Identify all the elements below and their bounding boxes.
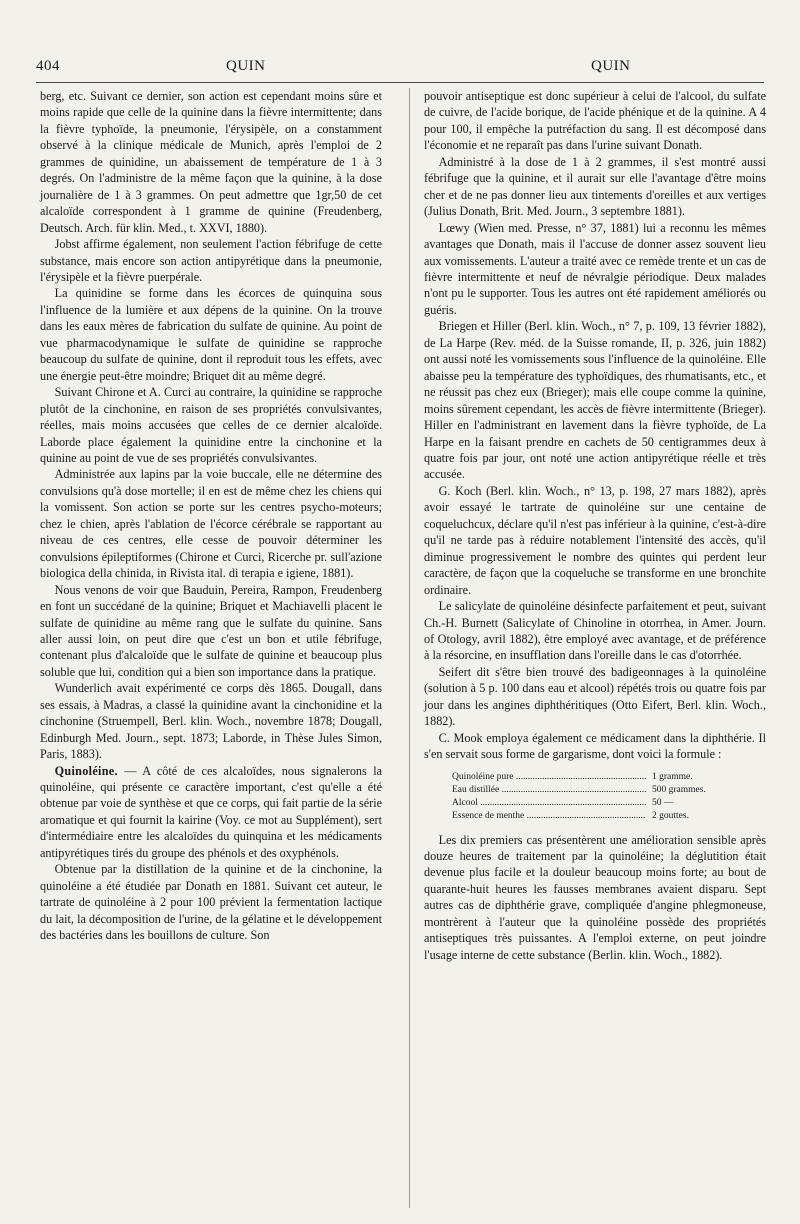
ingredient-quantity: 50 — [652, 797, 674, 808]
paragraph: Obtenue par la distillation de la quinine et de la cinchonine, la quinoléine a été étudiée par Donath en 1881. Suivant cet auteur, le tartrate de quinoléine à 2 pour 100 prévient la fermentation lactique du lait, la décomposition de l'urine, de la gélatine et le développement des bactéries dans les bouillons de culture. Son [40, 862, 382, 943]
left-column [40, 88, 382, 944]
paragraph: Jobst affirme également, non seulement l'action fébrifuge de cette substance, mais encore son action antipyrétique dans la pneumonie, l'érysipèle et la fièvre puerpérale. [40, 237, 382, 284]
column-divider [409, 88, 410, 1208]
entry-paragraph [40, 763, 382, 862]
paragraph: Lœwy (Wien med. Presse, n° 37, 1881) lui a reconnu les mêmes avantages que Donath, mais il l'accuse de donner assez souvent lieu aux vomissements. L'auteur a traité avec ce remède trente et un cas de fièvre intermittente et neuf de névralgie périodique. Deux malades n'ont pu le supporter. Tous les autres ont été rapidement améliorés ou guéris. [424, 220, 766, 317]
paragraph: La quinidine se forme dans les écorces de quinquina sous l'influence de la lumière et aux dépens de la quinine. On la trouve dans les eaux mères de fabrication du sulfate de quinine. Au point de vue pharmacodynamique le sulfate de quinidine se rapproche beaucoup du sulfate de quinine, dont il reproduit tous les effets, avec une énergie peut-être moindre; Briquet dit au même degré. [40, 286, 382, 383]
formula-row [452, 810, 748, 823]
ingredient-name: Alcool ..... [452, 797, 646, 810]
ingredient-name: Eau distillée ..... [452, 784, 646, 797]
left-running-title: QUIN [226, 58, 266, 74]
ingredient-name: Essence de menthe ..... [452, 810, 646, 823]
ingredient-name: Quinoléine pure ..... [452, 771, 646, 784]
entry-text: — A côté de ces alcaloïdes, nous signalerons la quinoléine, qui présente ce caractère important, c'est qu'elle a été obtenue par voie de synthèse et que ce corps, qui fait partie de la série aromatique et qui fournit la kairine (Voy. ce mot au Supplément), sert d'intermédiaire entre les alcaloïdes du quinquina et les médicaments antipyrétiques tirés du groupe des phénols et des oxyphénols. [40, 763, 382, 860]
right-column [424, 88, 766, 963]
entry-term: Quinoléine. [54, 763, 118, 778]
paragraph: Wunderlich avait expérimenté ce corps dès 1865. Dougall, dans ses essais, à Madras, a classé la quinidine avant la cinchonidine et la cinchonine (Struempell, Berl. klin. Woch., novembre 1878; Dougall, Edinburgh Med. Journ., sept. 1873; Laborde, in Thèse Jules Simon, Paris, 1883). [40, 681, 382, 762]
paragraph: G. Koch (Berl. klin. Woch., n° 13, p. 198, 27 mars 1882), après avoir essayé le tartrate de quinoléine sur une centaine de coqueluchcux, déclare qu'il n'est pas inférieur à la quinine, c'est-à-dire qu'il ne tarde pas à réduire notablement l'intensité des accès, qu'il diminue progressivement le nombre des quintes qui perdent leur caractère, de façon que la coqueluche se transforme en une bronchite ordinaire. [424, 483, 766, 597]
ingredient-quantity: 500 grammes. [652, 784, 706, 795]
paragraph: Seifert dit s'être bien trouvé des badigeonnages à la quinoléine (solution à 5 p. 100 dans eau et alcool) répétés trois ou quatre fois par jour dans les angines diphthéritiques (Otto Eifert, Berl. klin. Woch., 1882). [424, 664, 766, 729]
paragraph: C. Mook employa également ce médicament dans la diphthérie. Il s'en servait sous forme de gargarisme, dont voici la formule : [424, 730, 766, 762]
formula-table [452, 771, 748, 823]
paragraph: Nous venons de voir que Bauduin, Pereira, Rampon, Freudenberg en font un succédané de la quinine; Briquet et Machiavelli placent le sulfate de quinidine au même rang que le sulfate du quinine. Sans aller aussi loin, on peut dire que c'est un bon et utile fébrifuge, contenant plus d'alcaloïde que le sulfate de quinine et beaucoup plus soluble que lui, condition qui a bien son importance dans la pratique. [40, 582, 382, 679]
right-running-title: QUIN [591, 58, 631, 74]
paragraph: Administrée aux lapins par la voie buccale, elle ne détermine des convulsions qu'à dose mortelle; il en est de même chez les chiens qui la vomissent. Son action se porte sur les centres psycho-moteurs; chez le chien, après l'ablation de l'écorce cérébrale se rapportant au niveau de ces centres, elle cesse de pouvoir déterminer les convulsions épileptiformes (Chirone et Curci, Ricerche pr. sull'azione biologica della chinida, in Rivista ital. di terapia e igiene, 1881). [40, 467, 382, 581]
paragraph: Briegen et Hiller (Berl. klin. Woch., n° 7, p. 109, 13 février 1882), de La Harpe (Rev. méd. de la Suisse romande, II, p. 326, juin 1882) ont aussi noté les vomissements sous l'influence de la quinoléine. Elle abaisse peu la température des typhoïdiques, des rhumatisants, etc., et ne réussit pas chez eux (Brieger); mais elle coupe comme la quinine, moins sûrement cependant, les accès de fièvre intermittente (Brieger). Hiller en l'administrant en lavement dans la fièvre typhoïde, de La Harpe en la faisant prendre en cachets de 50 centigrammes deux à quatre fois par jour, ont noté une action antipyrétique réelle et très accusée. [424, 319, 766, 482]
paragraph: Le salicylate de quinoléine désinfecte parfaitement et peut, suivant Ch.-H. Burnett (Salicylate of Chinoline in otorrhea, in Amer. Journ. of Otology, avril 1882), être employé avec avantage, et de préférence à la résorcine, en insufflation dans l'oreille dans le cas d'otorrhée. [424, 599, 766, 663]
paragraph: Administré à la dose de 1 à 2 grammes, il s'est montré aussi fébrifuge que la quinine, et il aurait sur elle l'avantage d'être moins cher et de ne pas donner lieu aux tintements d'oreilles et aux vertiges (Julius Donath, Brit. Med. Journ., 3 septembre 1881). [424, 154, 766, 219]
ingredient-quantity: 2 gouttes. [652, 810, 689, 821]
formula-row [452, 771, 748, 784]
paragraph: Les dix premiers cas présentèrent une amélioration sensible après douze heures de traitement par la quinoléine; la déglutition était devenue plus facile et la douleur beaucoup moins forte; au bout de quarante-huit heures les fausses membranes avaient disparu. Sept autres cas de diphthérie grave, compliquée d'angine phlegmoneuse, montrèrent à l'auteur que la quinoléine possède des propriétés antiseptiques très puissantes. A l'emploi externe, on peut joindre l'usage interne de cette substance (Berlin. klin. Woch., 1882). [424, 832, 766, 962]
page-number: 404 [36, 58, 60, 74]
paragraph: pouvoir antiseptique est donc supérieur à celui de l'alcool, du sulfate de cuivre, de l'acide borique, de l'acide phénique et de la quinine. A 4 pour 100, il empêche la putréfaction du sang. Il est décomposé dans l'économie et ne reparaît pas dans l'urine suivant Donath. [424, 89, 766, 153]
paragraph: berg, etc. Suivant ce dernier, son action est cependant moins sûre et moins rapide que celle de la quinine dans la fièvre intermittente; dans la fièvre typhoïde, la pneumonie, l'érysipèle, on a constamment observé à la clinique médicale de Munich, après l'emploi de 2 grammes de quinidine, un abaissement de température de 1 à 3 degrés. On l'administre de la même façon que la quinine, à la dose journalière de 1 à 3 grammes. On peut admettre que 1gr,50 de cet alcaloïde correspondent à 1 gramme de quinine (Freudenberg, Deutsch. Arch. für klin. Med., t. XXVI, 1880). [40, 89, 382, 235]
formula-row [452, 797, 748, 810]
paragraph: Suivant Chirone et A. Curci au contraire, la quinidine se rapproche plutôt de la cinchonine, en raison de ses propriétés convulsivantes, réelles, mais moins accusées que celles de ce dernier alcaloïde. Laborde place également la quinidine entre la cinchonine et la quinine au point de vue de ses propriétés convulsivantes. [40, 385, 382, 465]
header-rule [36, 82, 764, 83]
running-header [36, 58, 764, 78]
ingredient-quantity: 1 gramme. [652, 771, 693, 782]
formula-row [452, 784, 748, 797]
